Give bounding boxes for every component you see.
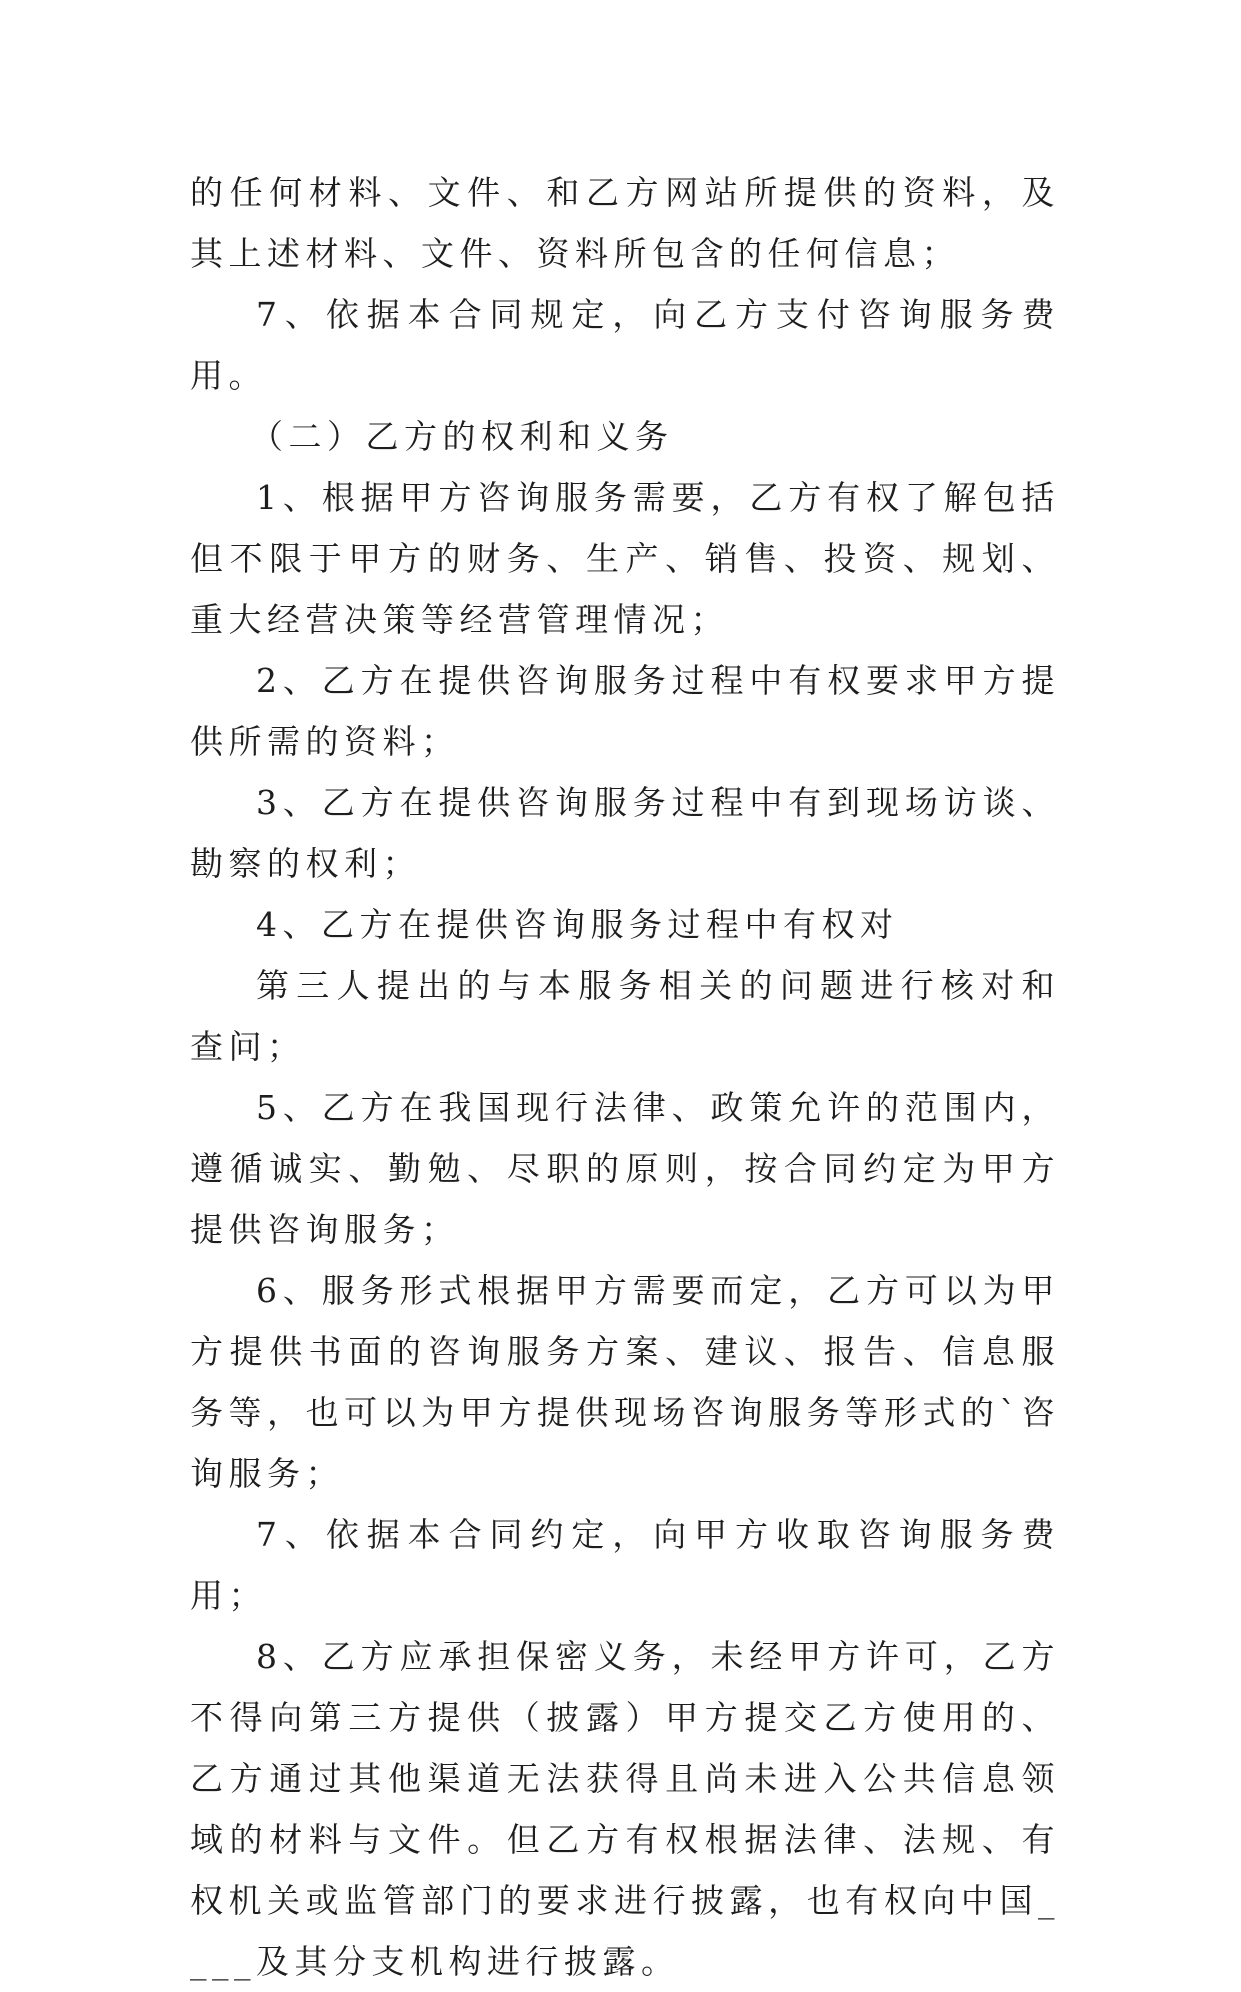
paragraph-party-b-item-7: 7、依据本合同约定，向甲方收取咨询服务费用； — [190, 1515, 1060, 1615]
section-heading-party-b-rights: （二）乙方的权利和义务 — [250, 417, 674, 456]
paragraph-party-b-item-4-continued: 第三人提出的与本服务相关的问题进行核对和查问； — [190, 966, 1060, 1066]
paragraph-party-b-item-2: 2、乙方在提供咨询服务过程中有权要求甲方提供所需的资料； — [190, 661, 1060, 761]
paragraph-party-b-item-1: 1、根据甲方咨询服务需要，乙方有权了解包括但不限于甲方的财务、生产、销售、投资、规划、重大经营决策等经营管理情况； — [190, 478, 1060, 639]
document-body — [190, 162, 1060, 1992]
paragraph-party-b-item-5: 5、乙方在我国现行法律、政策允许的范围内，遵循诚实、勤勉、尽职的原则，按合同约定为甲方提供咨询服务； — [190, 1088, 1060, 1249]
paragraph-party-b-item-3: 3、乙方在提供咨询服务过程中有到现场访谈、勘察的权利； — [190, 783, 1060, 883]
paragraph-party-b-item-4: 4、乙方在提供咨询服务过程中有权对 — [256, 905, 899, 944]
paragraph-party-b-item-6: 6、服务形式根据甲方需要而定，乙方可以为甲方提供书面的咨询服务方案、建议、报告、信息服务等，也可以为甲方提供现场咨询服务等形式的`咨询服务； — [190, 1271, 1060, 1493]
paragraph-continuation: 的任何材料、文件、和乙方网站所提供的资料，及其上述材料、文件、资料所包含的任何信息； — [190, 173, 1060, 273]
paragraph-party-b-item-8: 8、乙方应承担保密义务，未经甲方许可，乙方不得向第三方提供（披露）甲方提交乙方使用的、乙方通过其他渠道无法获得且尚未进入公共信息领域的材料与文件。但乙方有权根据法律、法规、有权机关或监管部门的要求进行披露，也有权向中国____及其分支机构进行披露。 — [190, 1637, 1060, 1981]
paragraph-party-a-item-7: 7、依据本合同规定，向乙方支付咨询服务费用。 — [190, 295, 1060, 395]
